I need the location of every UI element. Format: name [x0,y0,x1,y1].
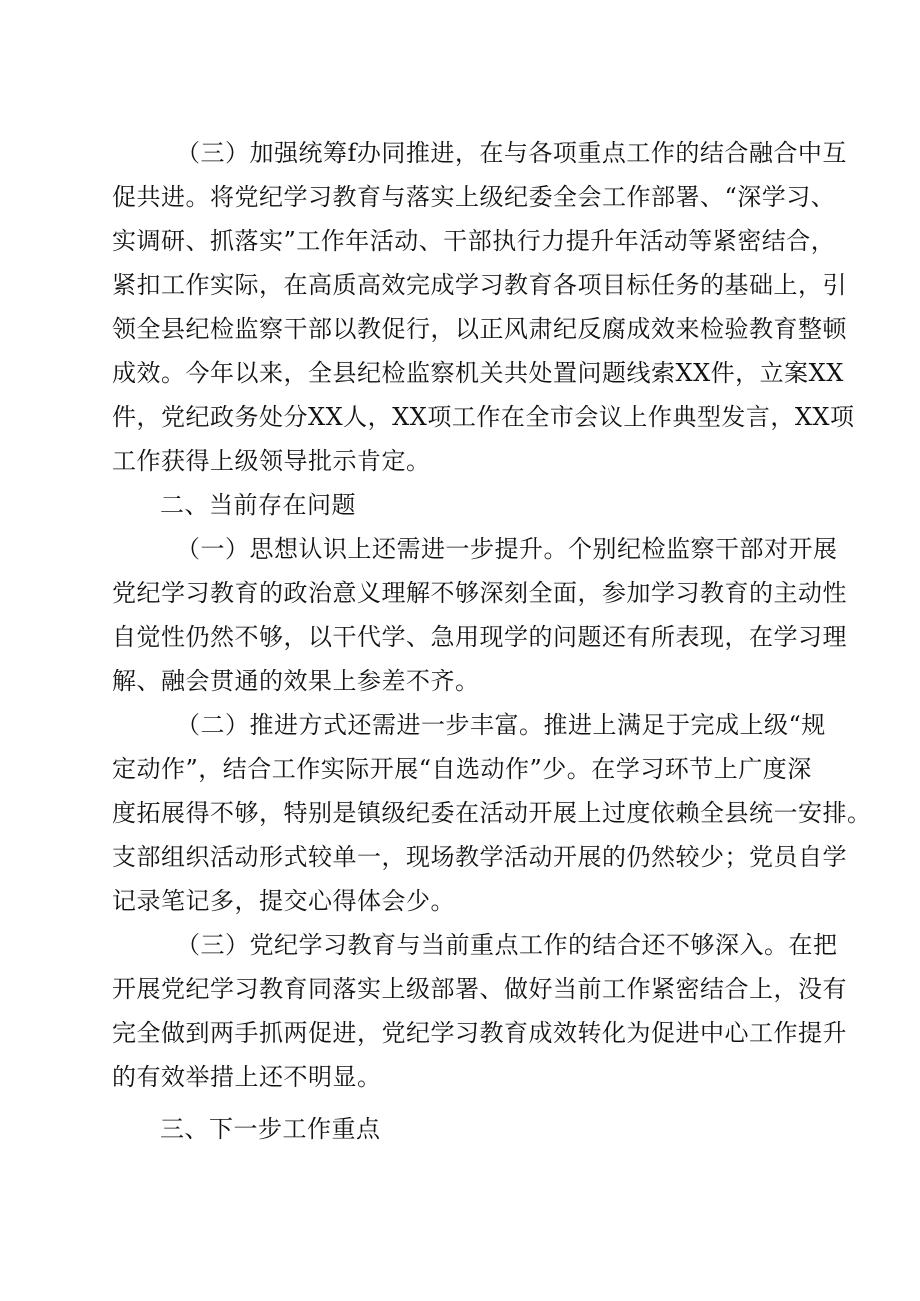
text-line: 的有效举措上还不明显。 [112,1063,382,1091]
text-line: 成效。今年以来，全县纪检监察机关共处置问题线索XX件，立案XX [112,359,844,387]
text-line: 记录笔记多，提交心得体会少。 [112,887,455,915]
text-line: 领全县纪检监察干部以教促行，以正风肃纪反腐成效来检验教育整顿 [112,315,847,343]
text-line: 自觉性仍然不够，以干代学、急用现学的问题还有所表现，在学习理 [112,623,847,651]
text-line: 党纪学习教育的政治意义理解不够深刻全面，参加学习教育的主动性 [112,579,847,607]
text-line: 开展党纪学习教育同落实上级部署、做好当前工作紧密结合上，没有 [112,975,847,1003]
text-line: （二）推进方式还需进一步丰富。推进上满足于完成上级“规 [176,711,826,739]
text-line: 工作获得上级领导批示肯定。 [112,447,431,475]
text-line: （三）加强统筹f办同推进，在与各项重点工作的结合融合中互 [176,139,847,167]
section-heading: 三、下一步工作重点 [160,1115,381,1143]
text-line: （三）党纪学习教育与当前重点工作的结合还不够深入。在把 [176,931,838,959]
text-line: 实调研、抓落实”工作年活动、干部执行力提升年活动等紧密结合， [112,227,836,255]
text-line: 度拓展得不够，特别是镇级纪委在活动开展上过度依赖全县统一安排。 [112,799,872,827]
text-line: 完全做到两手抓两促进，党纪学习教育成效转化为促进中心工作提升 [112,1019,847,1047]
text-line: 解、融会贯通的效果上参差不齐。 [112,667,480,695]
section-heading: 二、当前存在问题 [160,491,356,519]
text-line: 定动作”，结合工作实际开展“自选动作”少。在学习环节上广度深 [112,755,812,783]
text-line: 紧扣工作实际，在高质高效完成学习教育各项目标任务的基础上，引 [112,271,847,299]
text-line: 件，党纪政务处分XX人，XX项工作在全市会议上作典型发言，XX项 [112,403,855,431]
text-line: （一）思想认识上还需进一步提升。个别纪检监察干部对开展 [176,535,838,563]
text-line: 促共进。将党纪学习教育与落实上级纪委全会工作部署、“深学习、 [112,183,836,211]
text-line: 支部组织活动形式较单一，现场教学活动开展的仍然较少；党员自学 [112,843,847,871]
